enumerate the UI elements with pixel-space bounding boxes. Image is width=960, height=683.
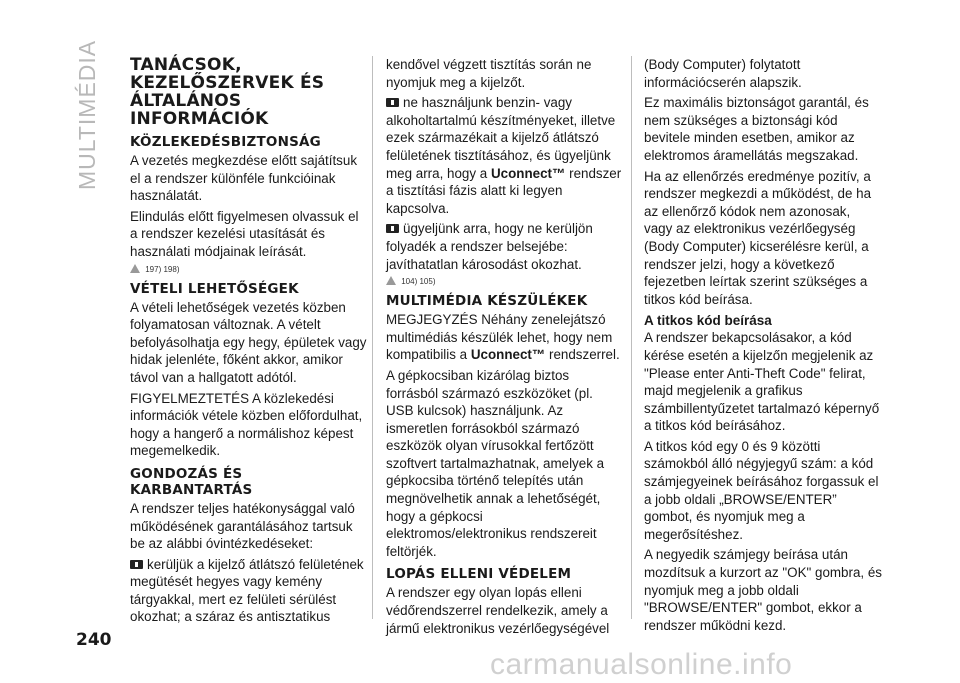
heading-gondozas: GONDOZÁS ÉS KARBANTARTÁS <box>130 465 253 498</box>
paragraph: (Body Computer) folytatott információcserén alapszik. <box>644 57 802 90</box>
watermark: carmanualsonline.info <box>490 648 793 681</box>
heading-titkos-kod: A titkos kód beírása <box>644 313 772 329</box>
paragraph: A rendszer egy olyan lopás elleni védőrendszerrel rendelkezik, amely a jármű elektronikus vezérlőegységével <box>386 585 610 636</box>
bullet-paragraph: ne használjunk benzin- vagy alkoholtartalmú készítményeket, illetve ezek származékait a kijelző átlátszó felületének tisztításához, és ügyeljünk meg arra, hogy a Uconnect™ rendszer a tisztítási fázis alatt ki legyen kapcsolva. <box>386 95 622 216</box>
section-title: TANÁCSOK, KEZELŐSZERVEK ÉS ÁLTALÁNOS INFORMÁCIÓK <box>130 55 325 129</box>
brand-name: Uconnect™ <box>470 347 546 363</box>
paragraph: kendővel végzett tisztítás során ne nyomjuk meg a kijelzőt. <box>386 57 592 90</box>
bullet-icon <box>386 224 399 233</box>
paragraph: A rendszer teljes hatékonysággal való működésének garantálásához tartsuk be az alábbi óvintézkedéseket: <box>130 500 355 552</box>
bullet-icon <box>130 560 143 569</box>
warning-triangle-icon <box>130 264 140 273</box>
column-middle <box>386 56 624 640</box>
brand-name: Uconnect™ <box>490 165 566 181</box>
chapter-side-label: MULTIMÉDIA <box>74 39 100 190</box>
reference-note <box>130 264 368 275</box>
heading-kozlekedesbiztonsag: KÖZLEKEDÉSBIZTONSÁG <box>130 134 321 150</box>
column-right <box>644 56 882 637</box>
paragraph: A vezetés megkezdése előtt sajátítsuk el a rendszer különféle funkcióinak használatát. <box>130 153 358 204</box>
paragraph: A gépkocsiban kizárólag biztos forrásból származó eszközöket (pl. USB kulcsok) használjunk. Az ismeretlen forrásokból származó eszközök olyan vírusokkal fertőzött szoftvert tartalmazhatnak, amelyek a gépkocsiba történő telepítés után megnövelhetik annak a lehetőségét, hogy a gépkocsi elektromos/elektronikus rendszereit feltörjék. <box>386 367 605 559</box>
paragraph: A negyedik számjegy beírása után mozdítsuk a kurzort az "OK" gombra, és nyomjuk meg a jobb oldali "BROWSE/ENTER" gombot, ekkor a rendszer működni kezd. <box>644 547 882 633</box>
page-number: 240 <box>76 630 112 650</box>
heading-lopas-elleni-vedelem: LOPÁS ELLENI VÉDELEM <box>386 566 572 583</box>
paragraph: A titkos kód egy 0 és 9 közötti számokból álló négyjegyű szám: a kód számjegyeinek beírásához forgassuk el a jobb oldali „BROWSE/ENTER” gombot, és nyomjuk meg a megerősítéshez. <box>644 438 879 542</box>
heading-veteli-lehetosegek: VÉTELI LEHETŐSÉGEK <box>130 280 299 297</box>
bullet-icon <box>386 98 399 107</box>
paragraph: Elindulás előtt figyelmesen olvassuk el a rendszer kezelési utasítását és használati módjainak leírását. <box>130 208 359 259</box>
reference-note <box>386 276 624 287</box>
warning-triangle-icon <box>386 276 396 285</box>
paragraph: FIGYELMEZTETÉS A közlekedési információk vétele közben előfordulhat, hogy a hangerő a normálishoz képest megemelkedik. <box>130 390 363 459</box>
column-divider <box>631 56 632 619</box>
paragraph: Ez maximális biztonságot garantál, és nem szükséges a biztonsági kód bevitele minden esetben, amikor az elektromos áramellátás megszakad. <box>644 95 869 163</box>
paragraph: MEGJEGYZÉS Néhány zenelejátszó multimédiás készülék lehet, hogy nem kompatibilis a Uconnect™ rendszerrel. <box>386 312 620 363</box>
paragraph: A rendszer bekapcsolásakor, a kód kérése esetén a kijelzőn megjelenik az "Please enter Anti-Theft Code" felirat, majd megjelenik a grafikus számbillentyűzetet tartalmazó képernyő a titkos kód beírásához. <box>644 330 880 434</box>
reference-numbers: 104) 105) <box>401 277 436 287</box>
paragraph: Ha az ellenőrzés eredménye pozitív, a rendszer megkezdi a működést, de ha az ellenőrző kódok nem azonosak, vagy az elektronikus vezérlőegység (Body Computer) kicserélésre kerül, a rendszer jelzi, hogy a következő fejezetben leírtak szerint szükséges a titkos kód beírása. <box>644 168 872 307</box>
heading-multimedia-keszulekek: MULTIMÉDIA KÉSZÜLÉKEK <box>386 293 588 310</box>
paragraph: A vételi lehetőségek vezetés közben folyamatosan változnak. A vételt befolyásolhatja egy hegy, épületek vagy hidak jelenléte, főként akkor, amikor távol van a hallgatott adótól. <box>130 299 367 385</box>
bullet-paragraph: kerüljük a kijelző átlátszó felületének megütését hegyes vagy kemény tárgyakkal, mert ez felületi sérülést okozhat; a száraz és antisztatikus <box>130 556 364 625</box>
column-divider <box>372 56 373 619</box>
column-left <box>130 56 368 629</box>
bullet-paragraph: ügyeljünk arra, hogy ne kerüljön folyadék a rendszer belsejébe: javíthatatlan károsodást okozhat. <box>386 221 593 272</box>
reference-numbers: 197) 198) <box>145 264 180 274</box>
